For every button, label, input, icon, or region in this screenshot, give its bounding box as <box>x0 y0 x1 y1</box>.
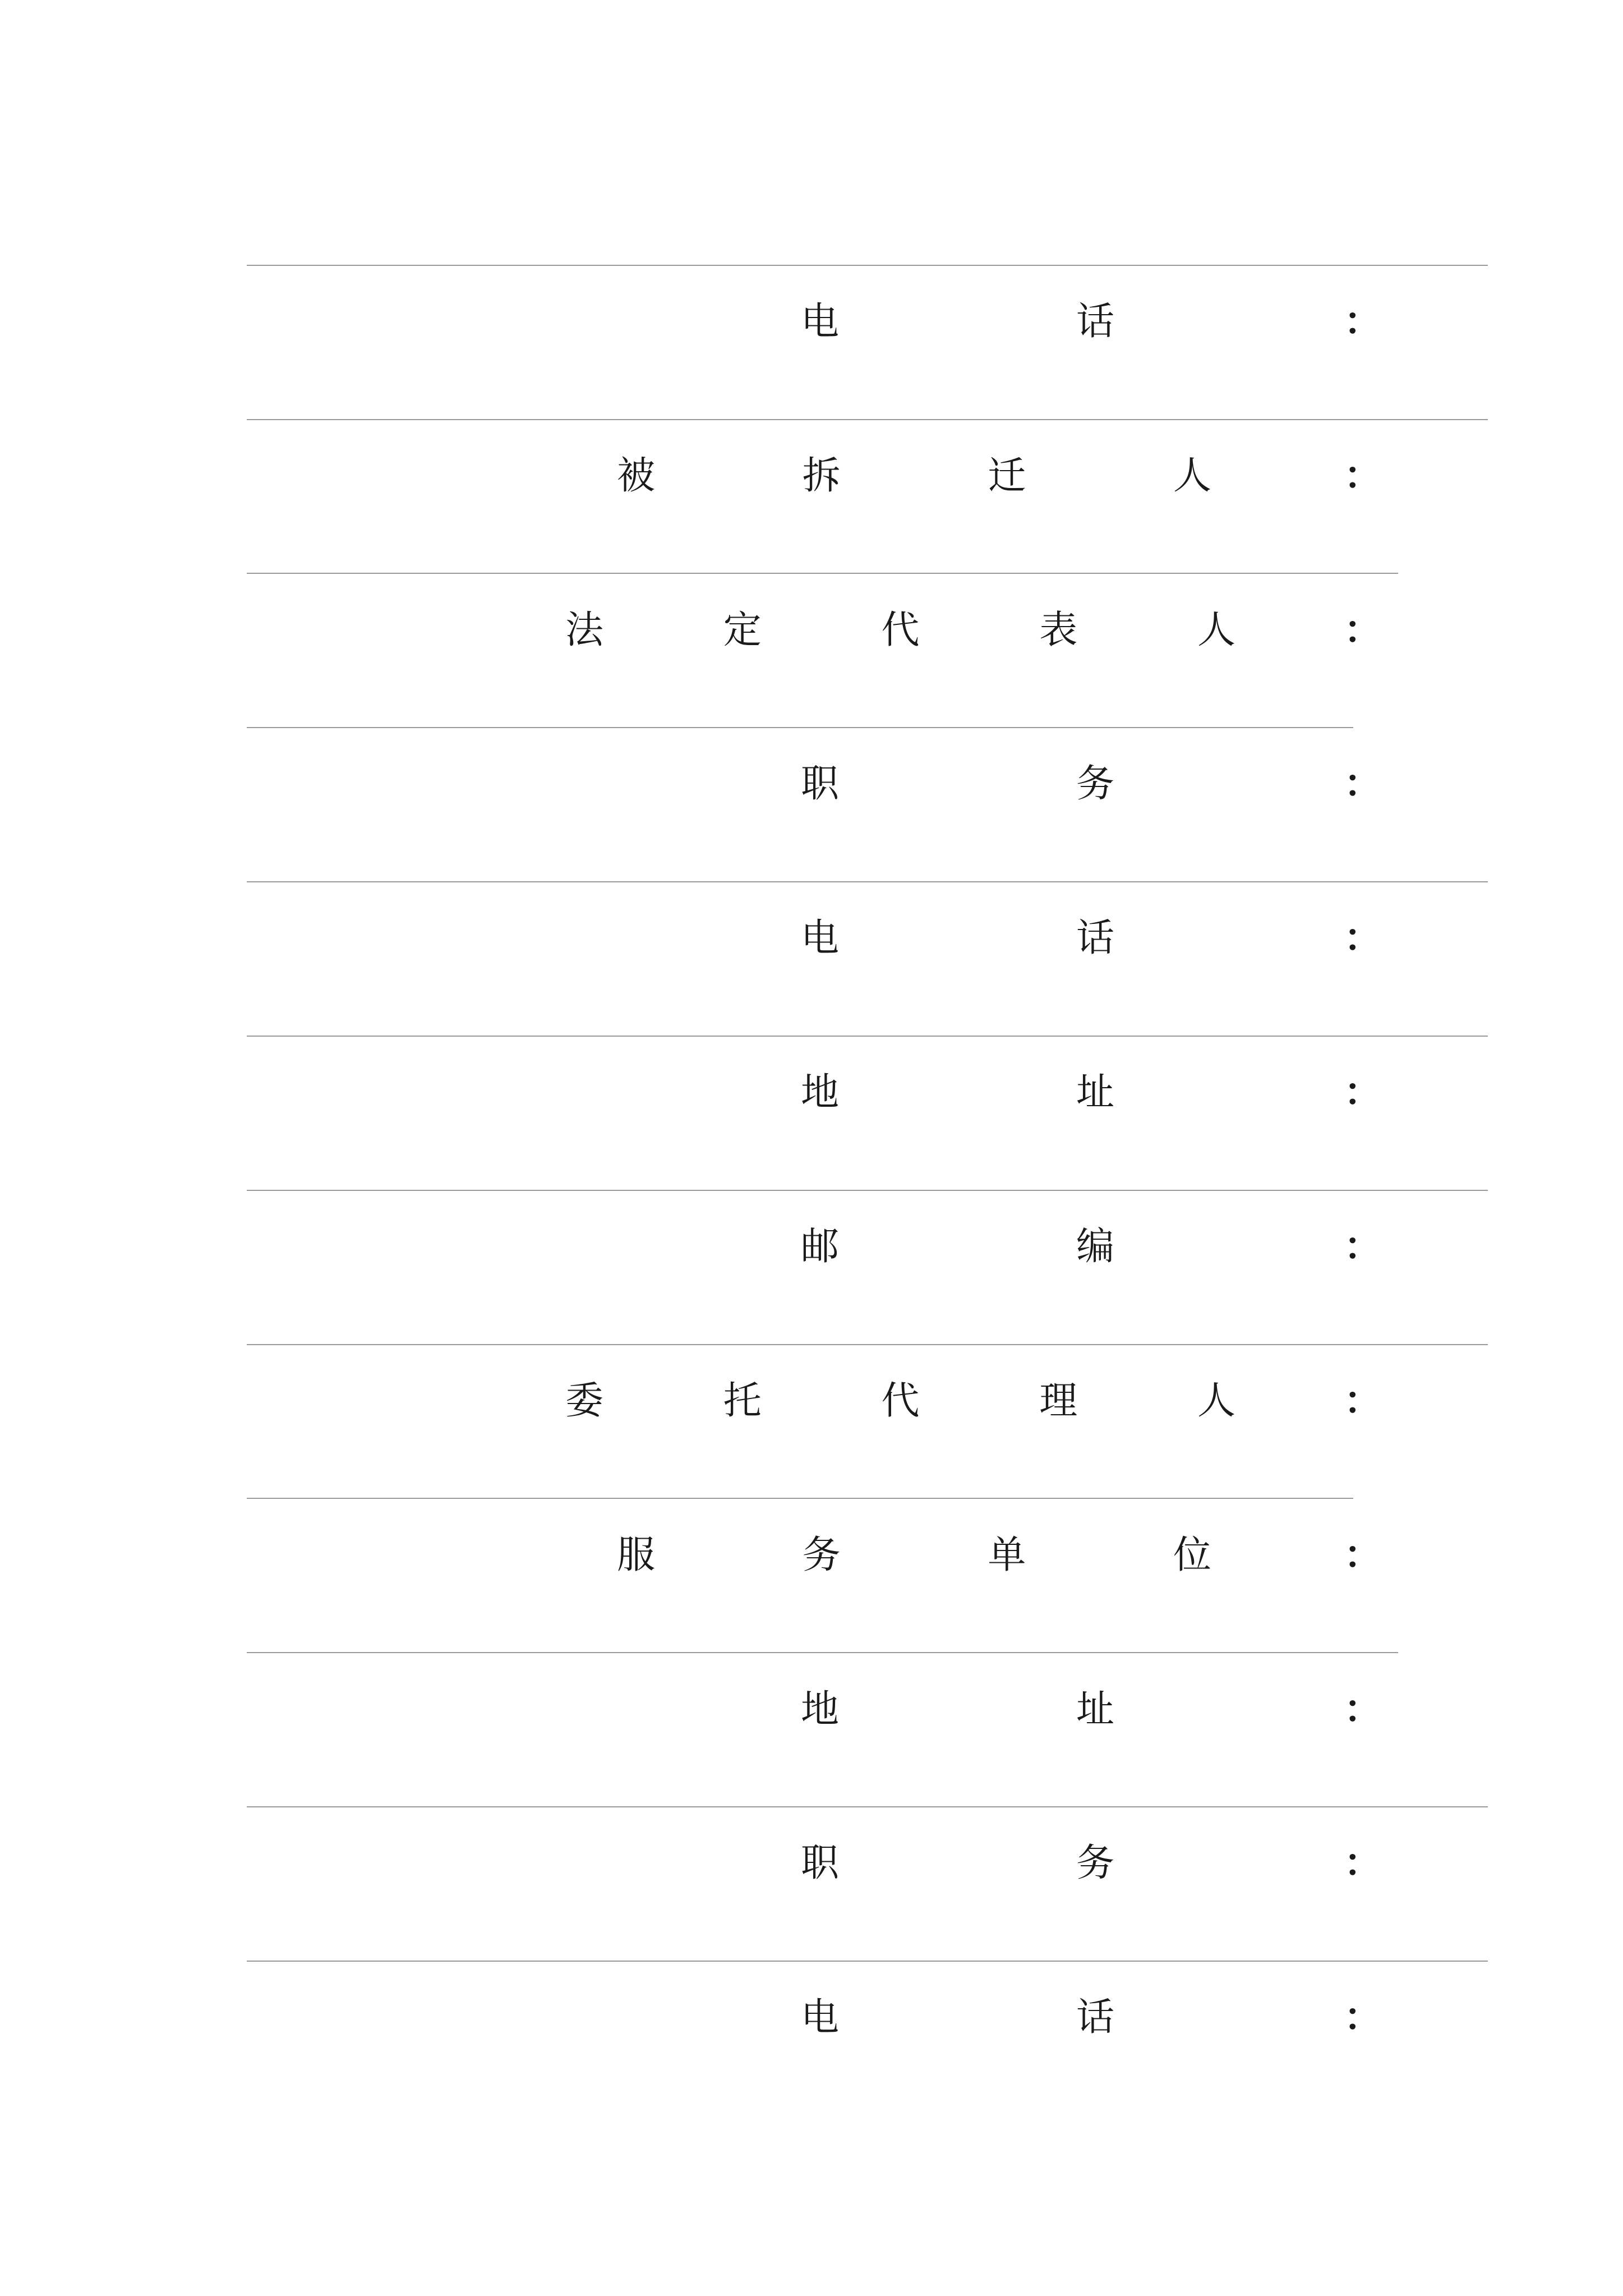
label-char: 地 <box>801 1070 840 1115</box>
fill-line <box>247 1036 1488 1037</box>
fill-line <box>247 1344 1488 1345</box>
field-colon: ： <box>1344 1533 1382 1577</box>
label-char: 话 <box>1076 916 1115 960</box>
label-char: 务 <box>802 1533 841 1577</box>
field-colon: ： <box>1344 1379 1382 1423</box>
field-colon: ： <box>1344 454 1382 498</box>
label-char: 电 <box>801 1995 840 2040</box>
label-char: 拆 <box>802 454 841 498</box>
label-authorized-agent <box>565 1379 1235 1424</box>
label-char: 托 <box>723 1379 762 1423</box>
label-char: 表 <box>1039 608 1078 652</box>
label-phone <box>801 916 1114 961</box>
label-char: 电 <box>801 916 840 960</box>
fill-line <box>247 419 1488 420</box>
label-phone <box>801 1995 1114 2040</box>
label-char: 服 <box>617 1533 656 1577</box>
fill-line <box>247 1961 1488 1962</box>
label-char: 址 <box>1076 1070 1115 1115</box>
label-char: 务 <box>1076 762 1115 806</box>
field-colon: ： <box>1344 762 1382 806</box>
label-char: 理 <box>1039 1379 1078 1423</box>
fill-line <box>247 1806 1488 1807</box>
label-char: 话 <box>1076 300 1115 344</box>
fill-line <box>247 1652 1398 1653</box>
label-char: 址 <box>1076 1687 1115 1732</box>
label-char: 电 <box>801 300 840 344</box>
field-colon: ： <box>1344 1687 1382 1732</box>
label-char: 定 <box>723 608 762 652</box>
fill-line <box>247 727 1353 728</box>
field-colon: ： <box>1344 916 1382 960</box>
label-position <box>801 762 1114 807</box>
field-colon: ： <box>1344 1841 1382 1885</box>
field-colon: ： <box>1344 1225 1382 1269</box>
label-char: 单 <box>988 1533 1026 1577</box>
fill-line <box>247 573 1398 574</box>
label-char: 务 <box>1076 1841 1115 1885</box>
label-char: 被 <box>617 454 656 498</box>
fill-line <box>247 1498 1353 1499</box>
fill-line <box>247 1190 1488 1191</box>
label-position <box>801 1841 1114 1886</box>
label-char: 人 <box>1197 1379 1236 1423</box>
label-char: 人 <box>1197 608 1236 652</box>
label-char: 代 <box>881 1379 920 1423</box>
label-char: 邮 <box>801 1225 840 1269</box>
label-char: 代 <box>881 608 920 652</box>
field-colon: ： <box>1344 1995 1382 2040</box>
label-char: 编 <box>1076 1225 1115 1269</box>
label-char: 委 <box>565 1379 604 1423</box>
label-char: 地 <box>801 1687 840 1732</box>
label-postcode <box>801 1225 1114 1269</box>
field-colon: ： <box>1344 608 1382 652</box>
label-char: 法 <box>565 608 604 652</box>
label-char: 话 <box>1076 1995 1115 2040</box>
field-colon: ： <box>1344 1070 1382 1115</box>
field-colon: ： <box>1344 300 1382 344</box>
label-relocatee <box>617 454 1211 499</box>
label-legal-representative <box>565 608 1235 653</box>
label-char: 职 <box>801 762 840 806</box>
label-char: 位 <box>1173 1533 1211 1577</box>
label-char: 迁 <box>988 454 1026 498</box>
label-address <box>801 1070 1114 1115</box>
fill-line <box>247 881 1488 882</box>
label-address <box>801 1687 1114 1732</box>
label-char: 职 <box>801 1841 840 1885</box>
fill-line <box>247 265 1488 266</box>
label-char: 人 <box>1173 454 1211 498</box>
label-phone <box>801 300 1114 344</box>
label-employer <box>617 1533 1211 1578</box>
